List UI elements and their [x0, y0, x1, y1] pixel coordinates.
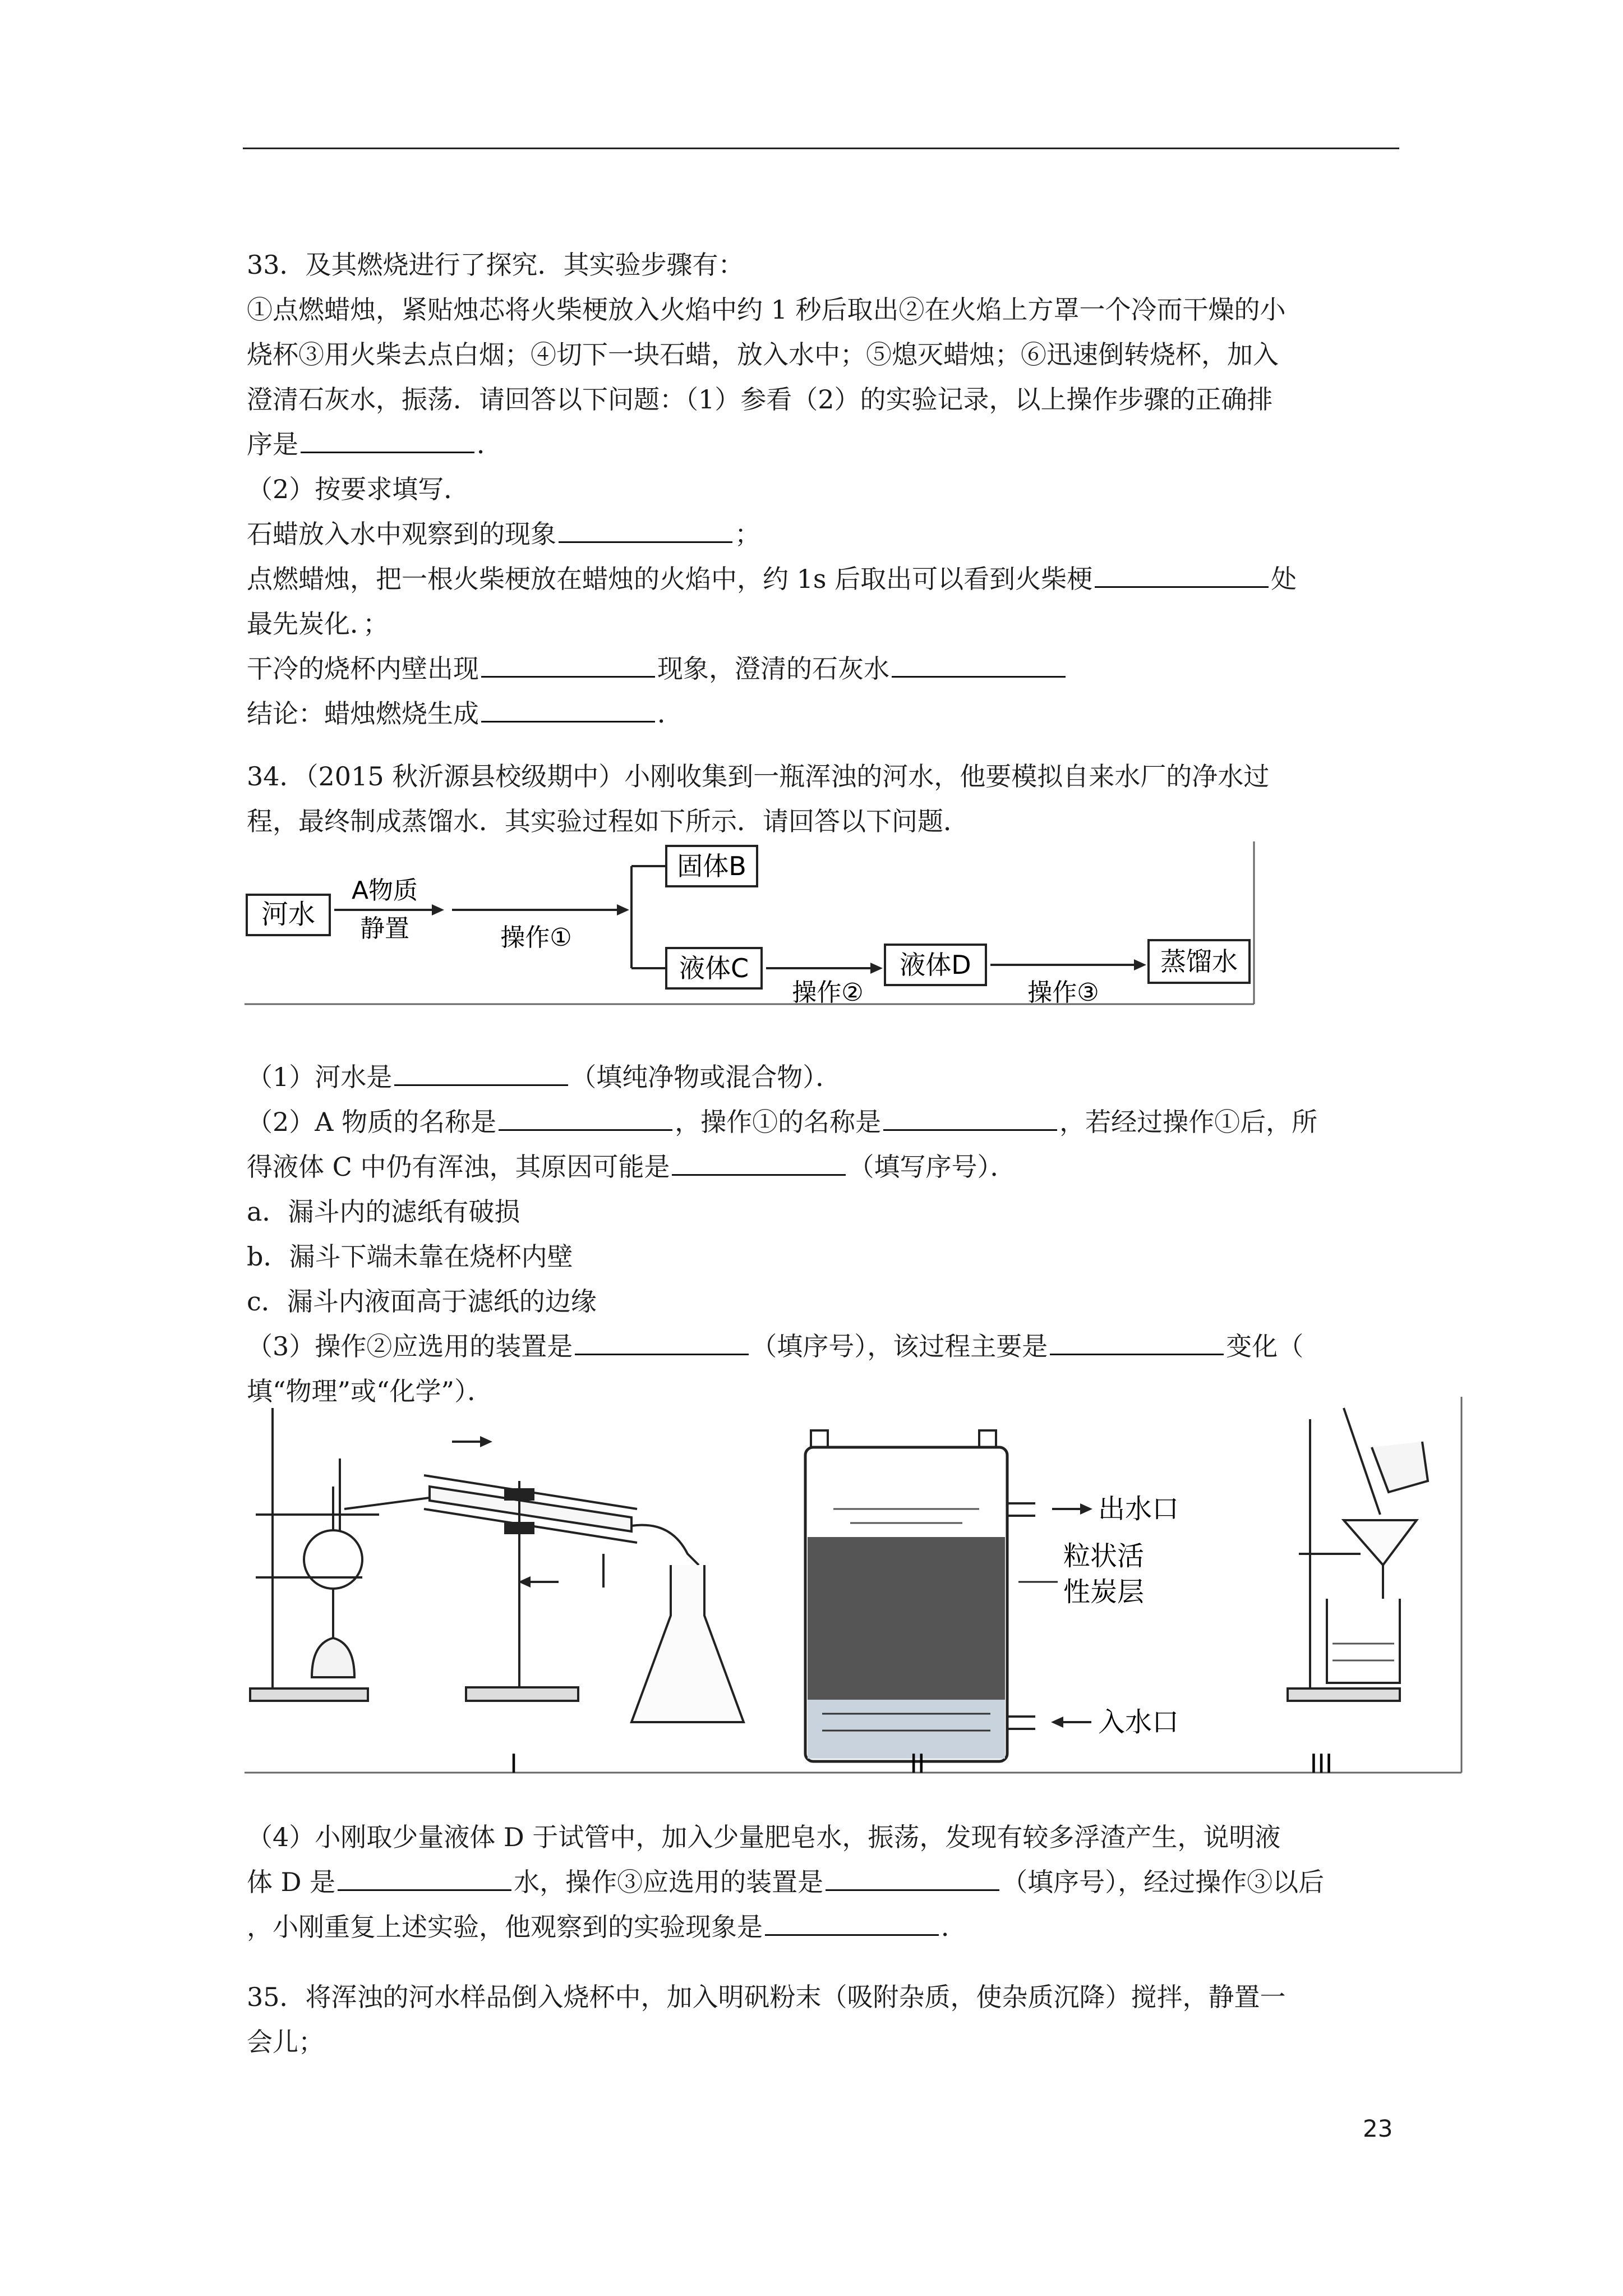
answer-blank[interactable] [672, 1149, 846, 1176]
q34-part3-line2: 填“物理”或“化学”）． [247, 1376, 494, 1406]
q33-steps-line3: 澄清石灰水，振荡．请回答以下问题：（1）参看（2）的实验记录，以上操作步骤的正确排 [247, 384, 1273, 415]
label-solid-b: 固体B [677, 851, 746, 881]
answer-blank[interactable] [1095, 562, 1269, 588]
box-distilled-water [1149, 940, 1249, 983]
q33-part2: （2）按要求填写． [247, 474, 470, 504]
label-a-substance: A物质 [351, 876, 418, 905]
q34-part4-line2 [247, 1860, 1385, 1904]
q33-steps-line1: ①点燃蜡烛，紧贴烛芯将火柴梗放入火焰中约 1 秒后取出②在火焰上方罩一个冷而干燥的小 [247, 295, 1286, 325]
q33-conclusion [247, 691, 1385, 736]
answer-blank[interactable] [394, 1060, 568, 1086]
q35-line1: 35．将浑浊的河水样品倒入烧杯中，加入明矾粉末（吸附杂质，使杂质沉降）搅拌，静置一 [247, 1982, 1286, 2012]
q33-order-suffix: ． [477, 429, 502, 459]
q33-steps-line2: 烧杯③用火柴去点白烟；④切下一块石蜡，放入水中；⑤熄灭蜡烛；⑥迅速倒转烧杯，加入 [247, 339, 1279, 370]
q33-order-prefix: 序是 [247, 429, 298, 459]
box-river-water [247, 895, 330, 935]
label-carbon-line2: 性炭层 [1063, 1576, 1145, 1608]
q34-part2-line2 [247, 1144, 1385, 1189]
purification-flowchart [245, 841, 1265, 1010]
q34-option-a: a．漏斗内的滤纸有破损 [247, 1197, 520, 1227]
label-settle: 静置 [360, 914, 409, 943]
arrow-op2 [766, 963, 883, 1007]
answer-blank[interactable] [499, 1105, 672, 1131]
q34-line1: 34．（2015 秋沂源县校级期中）小刚收集到一瓶浑浊的河水，他要模拟自来水厂的净水过 [247, 761, 1270, 792]
label-liquid-c: 液体C [679, 953, 749, 983]
apparatus-figure [245, 1397, 1467, 1789]
question-35 [247, 1975, 1385, 2064]
answer-blank[interactable] [892, 651, 1066, 678]
q34-part4-repeat: ，小刚重复上述实验，他观察到的实验现象是 [247, 1912, 763, 1942]
q34-part2-tail: ，若经过操作①后，所 [1059, 1107, 1318, 1137]
q34-part4-end: ． [941, 1912, 967, 1942]
q34-part3-line1 [247, 1324, 1385, 1369]
q34-option-b: b．漏斗下端未靠在烧杯内壁 [247, 1241, 573, 1272]
label-op3: 操作③ [1027, 978, 1099, 1007]
answer-blank[interactable] [765, 1910, 939, 1936]
q33-obs4-mid: 现象，澄清的石灰水 [657, 654, 889, 684]
q34-part4-text: 体 D 是 [247, 1867, 336, 1897]
q34-part1 [247, 1055, 1385, 1099]
answer-blank[interactable] [338, 1865, 511, 1891]
label-op1: 操作① [500, 923, 572, 952]
box-solid-b [666, 846, 757, 886]
q34-part3-mid: （填序号），该过程主要是 [751, 1331, 1048, 1361]
q33-obs4-text: 干冷的烧杯内壁出现 [247, 654, 479, 684]
q34-part1-hint: （填纯净物或混合物）． [570, 1062, 842, 1092]
answer-blank[interactable] [481, 696, 655, 723]
q33-obs1-suffix: ； [735, 519, 760, 549]
question-34-stem [247, 754, 1385, 844]
q34-part1-text: （1）河水是 [247, 1062, 393, 1092]
branch-lines [631, 866, 665, 968]
box-liquid-d [885, 945, 986, 985]
q33-observation-4 [247, 646, 1385, 691]
label-liquid-d: 液体D [900, 950, 971, 980]
answer-blank[interactable] [883, 1105, 1057, 1131]
q33-steps-line4 [247, 422, 1385, 467]
q34-part4-line1: （4）小刚取少量液体 D 于试管中，加入少量肥皂水，振荡，发现有较多浮渣产生，说明液 [247, 1822, 1281, 1852]
q33-obs2-suffix: 处 [1271, 564, 1297, 594]
label-apparatus-1: I [510, 1749, 518, 1779]
carbon-filter-apparatus [805, 1430, 1179, 1761]
filtration-apparatus [1288, 1408, 1428, 1701]
label-river-water: 河水 [261, 899, 316, 930]
label-apparatus-2: II [910, 1749, 925, 1779]
label-inlet: 入水口 [1098, 1706, 1179, 1738]
q34-line2: 程，最终制成蒸馏水．其实验过程如下所示．请回答以下问题． [247, 806, 969, 836]
label-op2: 操作② [792, 978, 864, 1007]
q34-part4-mid: 水，操作③应选用的装置是 [514, 1867, 824, 1897]
answer-blank[interactable] [575, 1329, 749, 1355]
arrow-op3 [990, 959, 1146, 1007]
label-distilled-water: 蒸馏水 [1160, 946, 1238, 977]
question-34-parts [247, 1055, 1385, 1414]
distillation-apparatus [250, 1408, 744, 1722]
apparatus-svg [245, 1397, 1467, 1789]
answer-blank[interactable] [826, 1865, 999, 1891]
q34-part4-tail: （填序号），经过操作③以后 [1002, 1867, 1325, 1897]
q34-part2-mid: ，操作①的名称是 [675, 1107, 882, 1137]
header-rule [243, 148, 1399, 149]
q34-part2-text: （2）A 物质的名称是 [247, 1107, 497, 1137]
q34-part3-tail: 变化（ [1226, 1331, 1304, 1361]
q33-intro: 33．及其燃烧进行了探究．其实验步骤有： [247, 250, 744, 280]
q35-line2: 会儿； [247, 2027, 324, 2057]
answer-blank[interactable] [1050, 1329, 1224, 1355]
label-apparatus-3: III [1310, 1749, 1333, 1779]
q33-conclusion-text: 结论：蜡烛燃烧生成 [247, 698, 479, 729]
q33-obs2-text: 点燃蜡烛，把一根火柴梗放在蜡烛的火焰中，约 1s 后取出可以看到火柴梗 [247, 564, 1093, 594]
q34-part2-reason: 得液体 C 中仍有浑浊，其原因可能是 [247, 1152, 670, 1182]
q33-conclusion-suffix: ． [657, 698, 683, 729]
label-carbon-line1: 粒状活 [1063, 1540, 1145, 1572]
question-34-part4 [247, 1815, 1385, 1949]
q33-observation-1 [247, 512, 1385, 556]
question-33 [247, 242, 1385, 736]
q34-option-c: c．漏斗内液面高于滤纸的边缘 [247, 1286, 597, 1317]
arrow-op1 [452, 904, 629, 952]
label-outlet: 出水口 [1098, 1493, 1179, 1525]
answer-blank[interactable] [481, 651, 655, 678]
q33-obs1-text: 石蜡放入水中观察到的现象 [247, 519, 556, 549]
q34-part3-text: （3）操作②应选用的装置是 [247, 1331, 573, 1361]
arrow-a-settle [334, 876, 444, 943]
q33-observation-3: 最先炭化．； [247, 609, 389, 639]
flowchart-svg [245, 841, 1265, 1010]
q34-part4-line3 [247, 1904, 1385, 1949]
page-number: 23 [1363, 2115, 1393, 2142]
answer-blank[interactable] [301, 427, 474, 453]
answer-blank[interactable] [559, 517, 732, 543]
box-liquid-c [666, 948, 762, 988]
q33-observation-2 [247, 556, 1385, 601]
q34-part2-line1 [247, 1099, 1385, 1144]
q34-part2-hint: （填写序号）． [848, 1152, 1016, 1182]
